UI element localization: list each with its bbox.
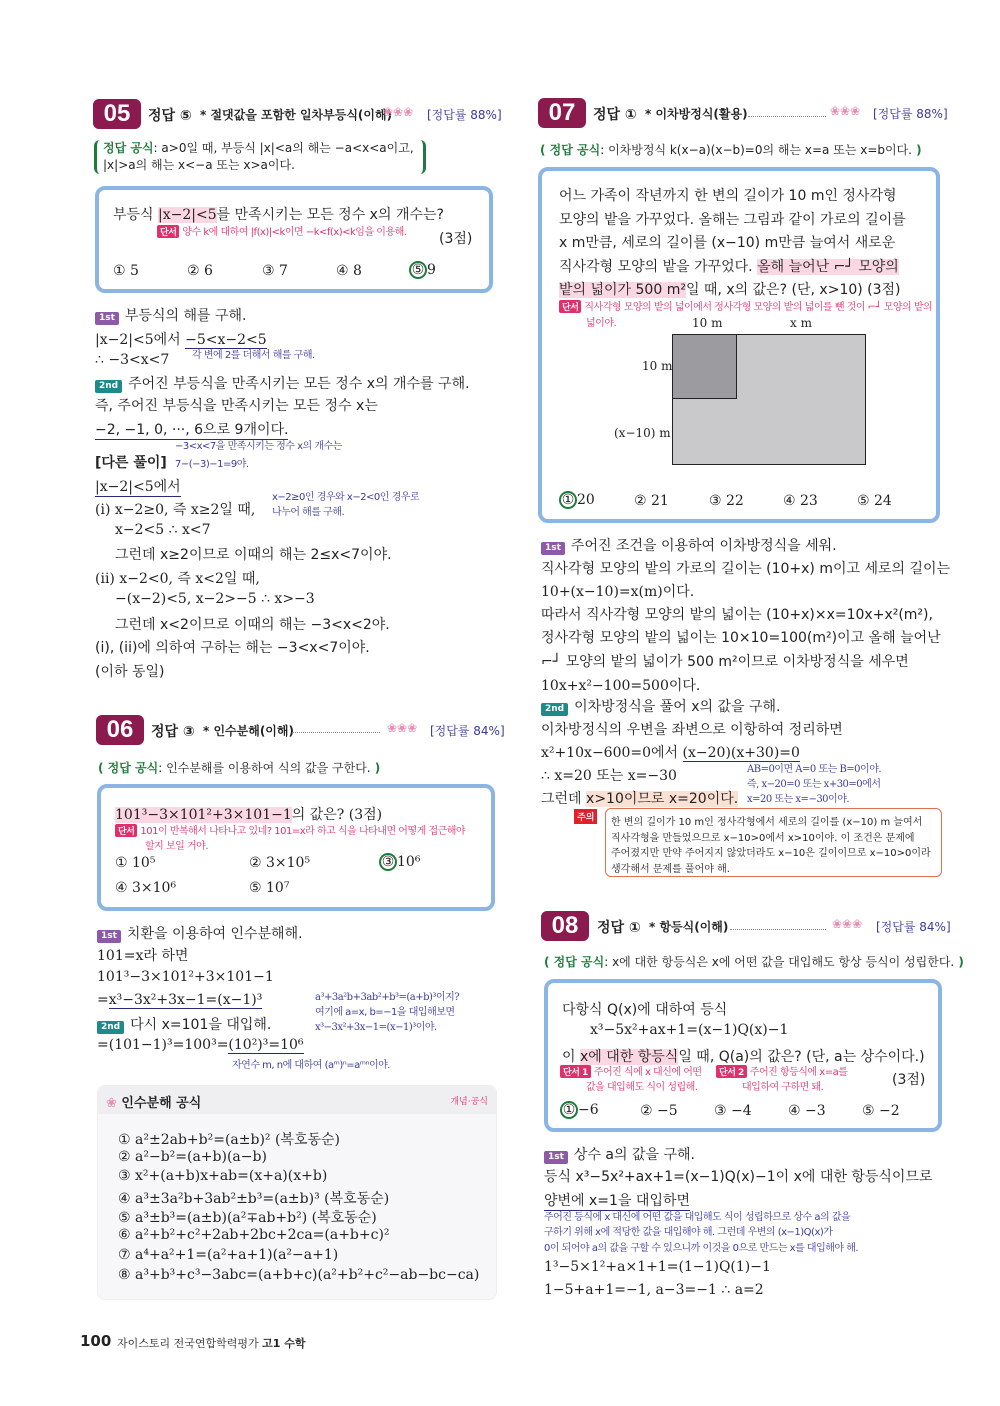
difficulty-flowers-icon: ❀❀❀ bbox=[383, 105, 414, 119]
correct-rate: [정답률 88%] bbox=[427, 108, 502, 122]
problem-number: 06 bbox=[96, 715, 144, 745]
question-box: 다항식 Q(x)에 대하여 등식 x³−5x²+ax+1=(x−1)Q(x)−1 이 x에 대한 항등식일 때, Q(a)의 값은? (단, a는 상수이다.) 단서 1 주어진 식에 x 대신에 어떤 값을 대입해도 식이 성립해. 단서 2 주어진 항등식에 x=a를 대입하여 구하면 돼. (3점) ① −6 ② −5 ③ −4 ④ −3 ⑤ −2 bbox=[544, 979, 942, 1132]
choice-2[interactable]: ② 6 bbox=[187, 263, 213, 279]
formula-item: ① a²±2ab+b²=(a±b)² (복호동순) bbox=[118, 1132, 340, 1148]
question-box: 부등식 |x−2|<5를 만족시키는 모든 정수 x의 개수는? 단서 양수 k에 대하여 |f(x)|<k이면 −k<f(x)<k임을 이용해. (3점) ① 5 ② 6 ③ 7 ④ 8 ⑤ 9 bbox=[95, 186, 493, 293]
formula-item: ⑤ a³±b³=(a±b)(a²∓ab+b²) (복호동순) bbox=[118, 1210, 377, 1226]
formulas-title: ❀ 인수분해 공식 bbox=[106, 1096, 202, 1111]
flower-icon: ❀ bbox=[106, 1096, 122, 1111]
choice-3[interactable]: ③ 7 bbox=[262, 263, 288, 279]
formula-item: ⑦ a⁴+a²+1=(a²+a+1)(a²−a+1) bbox=[118, 1247, 339, 1263]
choice-4[interactable]: ④ 8 bbox=[336, 263, 362, 279]
choice-5-correct[interactable]: ⑤ 9 bbox=[409, 261, 436, 279]
difficulty-flowers-icon: ❀❀❀ bbox=[832, 917, 863, 931]
answer-formula: ( 정답 공식: 이차방정식 k(x−a)(x−b)=0의 해는 x=a 또는 x=b이다. ) bbox=[540, 143, 922, 157]
formula-item: ⑥ a²+b²+c²+2ab+2bc+2ca=(a+b+c)² bbox=[118, 1227, 390, 1243]
hint: 단서 양수 k에 대하여 |f(x)|<k이면 −k<f(x)<k임을 이용해. bbox=[157, 223, 406, 238]
question-box: 101³−3×101²+3×101−1의 값은? (3점) 단서 101이 반복해서 나타나고 있네? 101=x라 하고 식을 나타내면 어떻게 접근해야 할지 보일 거야. ① 10⁵ ② 3×10⁵ ③ 10⁶ ④ 3×10⁶ ⑤ 10⁷ bbox=[97, 784, 495, 911]
answer-label: 정답 ⑤ bbox=[148, 108, 192, 124]
formula-item: ② a²−b²=(a+b)(a−b) bbox=[118, 1149, 267, 1165]
choice-1[interactable]: ① 10⁵ bbox=[115, 855, 156, 871]
choice-1-correct[interactable]: ① −6 bbox=[560, 1101, 599, 1119]
choice-1[interactable]: ① 5 bbox=[113, 263, 139, 279]
difficulty-flowers-icon: ❀❀❀ bbox=[830, 104, 861, 118]
choice-5[interactable]: ⑤ 10⁷ bbox=[249, 880, 290, 896]
choice-2[interactable]: ② −5 bbox=[640, 1103, 678, 1119]
choice-5[interactable]: ⑤ −2 bbox=[862, 1103, 900, 1119]
problem-number: 05 bbox=[93, 99, 141, 129]
choice-3[interactable]: ③ 22 bbox=[709, 493, 744, 509]
choice-2[interactable]: ② 3×10⁵ bbox=[249, 855, 311, 871]
choice-3-correct[interactable]: ③ 10⁶ bbox=[379, 853, 420, 871]
choice-2[interactable]: ② 21 bbox=[634, 493, 669, 509]
answer-formula: ( 정답 공식: 인수분해를 이용하여 식의 값을 구한다. ) bbox=[98, 761, 381, 775]
choice-4[interactable]: ④ −3 bbox=[788, 1103, 826, 1119]
choice-4[interactable]: ④ 23 bbox=[783, 493, 818, 509]
choice-1-correct[interactable]: ① 20 bbox=[559, 491, 595, 509]
formula-item: ③ x²+(a+b)x+ab=(x+a)(x+b) bbox=[118, 1168, 328, 1184]
problem-number: 08 bbox=[541, 911, 589, 941]
problem-number: 07 bbox=[538, 98, 586, 128]
difficulty-flowers-icon: ❀❀❀ bbox=[387, 721, 418, 735]
choice-3[interactable]: ③ −4 bbox=[714, 1103, 752, 1119]
formula-item: ⑧ a³+b³+c³−3abc=(a+b+c)(a²+b²+c²−ab−bc−ca) bbox=[118, 1267, 480, 1283]
factorization-formulas-box: ❀ 인수분해 공식 개념·공식 ① a²±2ab+b²=(a±b)² (복호동순) ② a²−b²=(a+b)(a−b) ③ x²+(a+b)x+ab=(x+a)(x+b) ④ a³±3a²b+3ab²±b³=(a±b)³ (복호동순) ⑤ a³±b³=(a±b)(a²∓ab+b²) (복호동순) ⑥ a²+b²+c²+2ab+2bc+2ca=(a+b+c)² ⑦ a⁴+a²+1=(a²+a+1)(a²−a+1) ⑧ a³+b³+c³−3abc=(a+b+c)(a²+b²+c²−ab−bc−ca) bbox=[97, 1085, 497, 1300]
warning-note: 한 변의 길이가 10 m인 정사각형에서 세로의 길이를 (x−10) m 늘여서 직사각형을 만들었으므로 x−10>0에서 x>10이야. 이 조건은 문제에 주어졌지만 만약 주어지지 않았더라도 x−10은 길이이므로 x−10>0이라 생각해서 문제를 풀어야 해. bbox=[605, 808, 942, 877]
choice-5[interactable]: ⑤ 24 bbox=[857, 493, 892, 509]
topic: * 절댓값을 포함한 일차부등식(이해) bbox=[200, 108, 393, 122]
formula-item: ④ a³±3a²b+3ab²±b³=(a±b)³ (복호동순) bbox=[118, 1191, 390, 1207]
answer-formula: ( 정답 공식: x에 대한 항등식은 x에 어떤 값을 대입해도 항상 등식이 성립한다. ) bbox=[544, 955, 964, 969]
choice-4[interactable]: ④ 3×10⁶ bbox=[115, 880, 177, 896]
question-box: 어느 가족이 작년까지 한 변의 길이가 10 m인 정사각형 모양의 밭을 가꾸었다. 올해는 그림과 같이 가로의 길이를 x m만큼, 세로의 길이를 (x−10) m만큼 늘여서 새로운 직사각형 모양의 밭을 가꾸었다. 올해 늘어난 ⌐┘ 모양의 밭의 넓이가 500 m²일 때, x의 값은? (단, x>10) (3점) 단서 직사각형 모양의 밭의 넓이에서 정사각형 모양의 밭의 넓이를 뺀 것이 ⌐┘ 모양의 밭의 넓이야. 10 m x m 10 m (x−10) m ① 20 ② 21 ③ 22 ④ 23 ⑤ 24 bbox=[538, 167, 940, 523]
answer-formula: 정답 공식: a>0일 때, 부등식 |x|<a의 해는 −a<x<a이고, |x|>a의 해는 x<−a 또는 x>a이다. bbox=[94, 140, 426, 174]
book-title: 자이스토리 전국연합학력평가 고1 수학 bbox=[117, 1337, 306, 1350]
page-number: 100 bbox=[80, 1332, 112, 1350]
warning-tag: 주의 bbox=[574, 809, 597, 824]
